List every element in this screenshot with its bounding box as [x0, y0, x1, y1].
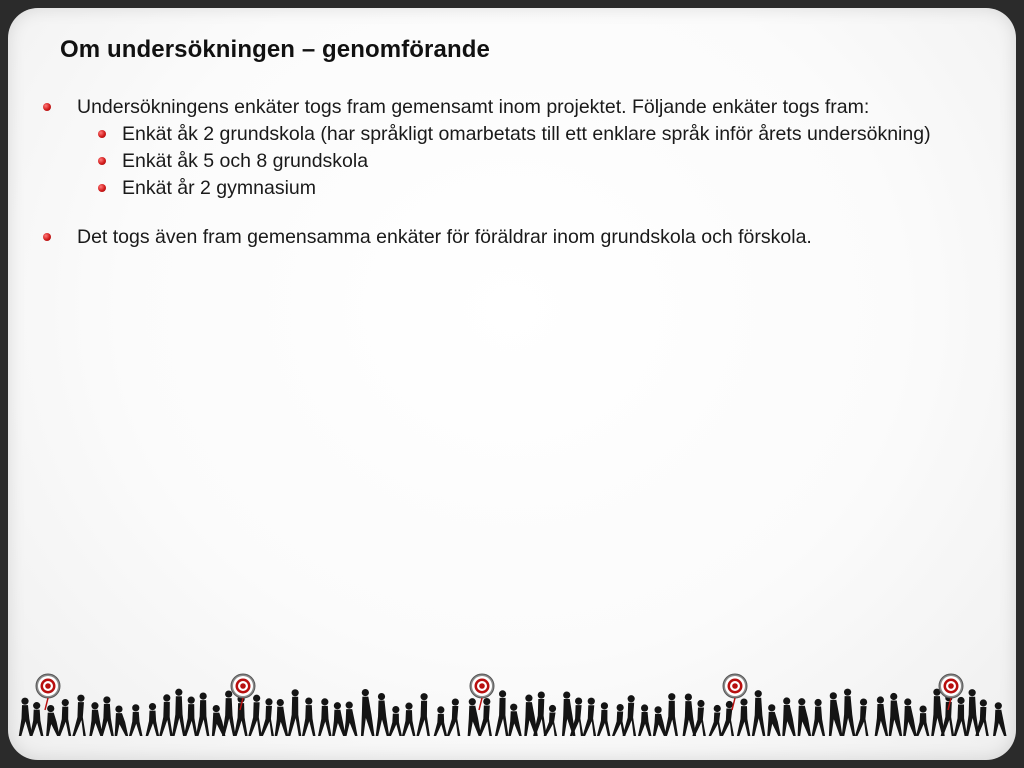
bullet-icon [98, 157, 106, 165]
slide-title: Om undersökningen – genomförande [60, 36, 490, 63]
bullet-text: Enkät åk 2 grundskola (har språkligt omarbetats till ett enklare språk inför årets undersökning) [122, 123, 931, 145]
bullet-item [38, 226, 968, 249]
bullet-text: Det togs även fram gemensamma enkäter för föräldrar inom grundskola och förskola. [77, 226, 812, 248]
bullet-icon [98, 184, 106, 192]
slide [8, 8, 1016, 760]
sub-bullet-item [38, 150, 968, 173]
bullet-text: Enkät år 2 gymnasium [122, 177, 317, 199]
bullet-list [38, 96, 968, 253]
bullet-text: Undersökningens enkäter togs fram gemensamt inom projektet. Följande enkäter togs fram: [77, 96, 870, 118]
sub-bullet-item [38, 177, 968, 200]
bullet-icon [98, 130, 106, 138]
sub-bullet-item [38, 123, 968, 146]
bullet-icon [43, 233, 51, 241]
bullet-icon [43, 103, 51, 111]
crowd-silhouette-icon [8, 670, 1016, 746]
bullet-item [38, 96, 968, 119]
bullet-text: Enkät åk 5 och 8 grundskola [122, 150, 369, 172]
